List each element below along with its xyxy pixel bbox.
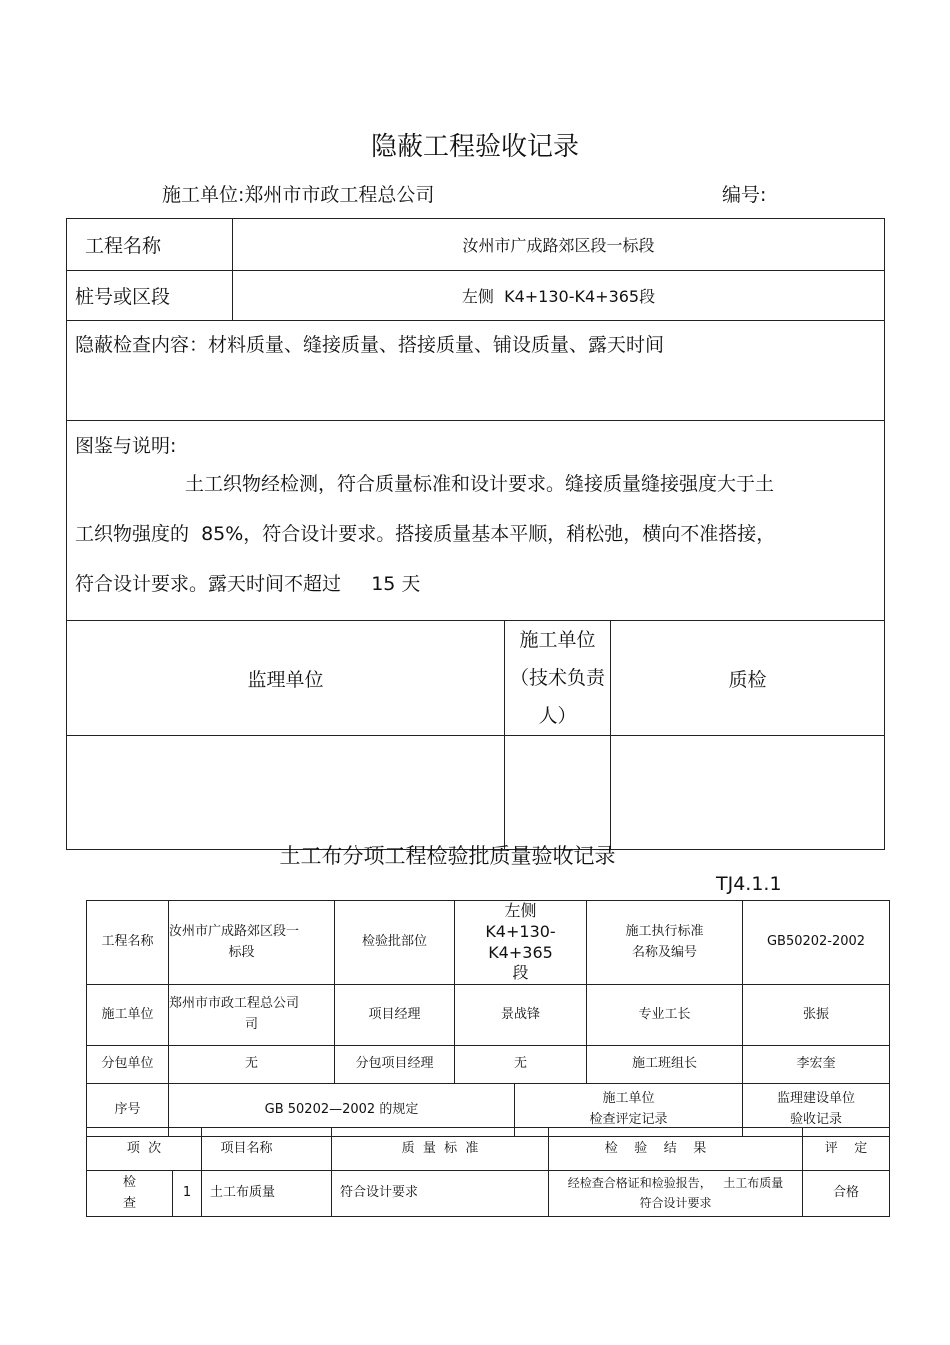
sign-qc-label: 质检 bbox=[611, 621, 885, 736]
construction-unit-header bbox=[162, 180, 434, 207]
row-number: 1 bbox=[173, 1171, 202, 1217]
table-row bbox=[67, 736, 885, 850]
unit-value-line-2: 司 bbox=[244, 1017, 258, 1033]
sub-pm-value: 无 bbox=[455, 1046, 587, 1084]
table-row bbox=[67, 421, 885, 621]
project-name-label: 工程名称 bbox=[67, 219, 233, 271]
pm-value: 景战锋 bbox=[455, 985, 587, 1046]
table-row bbox=[67, 621, 885, 736]
batch-title: 土工布分项工程检验批质量验收记录 bbox=[279, 844, 616, 868]
project-name-value bbox=[169, 901, 335, 985]
part-line-2: K4+130-K4+365 bbox=[485, 921, 556, 962]
drawing-description-cell bbox=[67, 421, 885, 621]
station-label: 桩号或区段 bbox=[67, 271, 233, 321]
project-name-label: 工程名称 bbox=[87, 901, 169, 985]
pm-label: 项目经理 bbox=[335, 985, 455, 1046]
drawing-label: 图鉴与说明: bbox=[75, 435, 177, 457]
table-row bbox=[87, 1171, 890, 1217]
inspection-items-table bbox=[86, 1127, 890, 1217]
unit-value: 郑州市市政工程总公司 bbox=[244, 184, 435, 206]
row-result bbox=[549, 1171, 803, 1217]
sign-qc-box bbox=[611, 736, 885, 850]
standard-value: GB50202-2002 bbox=[743, 901, 890, 985]
sign-construction-title: 施工单位 bbox=[519, 629, 596, 651]
sign-construction-sub: （技术负责人） bbox=[509, 667, 605, 727]
form-code: TJ4.1.1 bbox=[716, 873, 782, 895]
row-standard: 符合设计要求 bbox=[332, 1171, 549, 1217]
foreman-value: 张振 bbox=[743, 985, 890, 1046]
rule-label: GB 50202—2002 的规定 bbox=[169, 1084, 515, 1137]
standard-label-2: 名称及编号 bbox=[632, 944, 698, 960]
row-category bbox=[87, 1171, 173, 1217]
table-row bbox=[87, 1046, 890, 1084]
sub-unit-label: 分包单位 bbox=[87, 1046, 169, 1084]
col-name: 项目名称 bbox=[202, 1128, 332, 1171]
standard-label-1: 施工执行标准 bbox=[625, 923, 704, 939]
sign-supervision-label: 监理单位 bbox=[67, 621, 505, 736]
project-name-line-1: 汝州市广成路郊区段一 bbox=[169, 923, 300, 939]
number-label: 编号: bbox=[722, 184, 767, 206]
hidden-works-record-table bbox=[66, 218, 885, 850]
col-result: 检 验 结 果 bbox=[549, 1128, 803, 1171]
row-result-1: 经检查合格证和检验报告， 土工布质量 bbox=[567, 1176, 784, 1191]
drawing-line-1: 土工织物经检测，符合质量标准和设计要求。缝接质量缝接强度大于土 bbox=[185, 473, 775, 495]
sub-pm-label: 分包项目经理 bbox=[335, 1046, 455, 1084]
sign-supervision-box bbox=[67, 736, 505, 850]
table-row bbox=[87, 1128, 890, 1171]
unit-value-line-1: 郑州市市政工程总公司 bbox=[169, 996, 300, 1012]
accept-label-2: 验收记录 bbox=[790, 1112, 843, 1128]
drawing-line-2: 工织物强度的 85%，符合设计要求。搭接质量基本平顺，稍松弛，横向不准搭接， bbox=[75, 523, 776, 545]
standard-label bbox=[587, 901, 743, 985]
accept-label-1: 监理建设单位 bbox=[777, 1091, 856, 1107]
eval-label-1: 施工单位 bbox=[602, 1091, 655, 1107]
project-name-value: 汝州市广成路郊区段一标段 bbox=[233, 219, 885, 271]
part-line-3: 段 bbox=[512, 963, 529, 983]
part-value bbox=[455, 901, 587, 985]
eval-label-2: 检查评定记录 bbox=[589, 1112, 668, 1128]
foreman-label: 专业工长 bbox=[587, 985, 743, 1046]
part-line-1: 左侧 bbox=[504, 901, 537, 920]
page-title: 隐蔽工程验收记录 bbox=[370, 132, 579, 162]
unit-label: 施工单位 bbox=[87, 985, 169, 1046]
team-leader-value: 李宏奎 bbox=[743, 1046, 890, 1084]
row-item-name: 土工布质量 bbox=[202, 1171, 332, 1217]
col-standard: 质 量 标 准 bbox=[332, 1128, 549, 1171]
unit-label: 施工单位: bbox=[162, 184, 245, 206]
batch-info-table bbox=[86, 900, 890, 1137]
table-row bbox=[67, 219, 885, 271]
col-grade: 评 定 bbox=[803, 1128, 890, 1171]
table-row bbox=[67, 271, 885, 321]
unit-value bbox=[169, 985, 335, 1046]
row-grade: 合格 bbox=[803, 1171, 890, 1217]
row-category-2: 查 bbox=[122, 1195, 136, 1211]
station-value: 左侧 K4+130-K4+365段 bbox=[233, 271, 885, 321]
table-row bbox=[67, 321, 885, 421]
project-name-line-2: 标段 bbox=[228, 944, 255, 960]
team-leader-label: 施工班组长 bbox=[587, 1046, 743, 1084]
seq-label: 序号 bbox=[87, 1084, 169, 1137]
sub-unit-value: 无 bbox=[169, 1046, 335, 1084]
row-category-1: 检 bbox=[122, 1174, 136, 1190]
sign-construction-label bbox=[505, 621, 611, 736]
row-result-2: 符合设计要求 bbox=[639, 1195, 712, 1210]
drawing-line-3: 符合设计要求。露天时间不超过 15 天 bbox=[75, 573, 421, 595]
table-row bbox=[87, 901, 890, 985]
col-item: 项 次 bbox=[87, 1128, 202, 1171]
sign-construction-box bbox=[505, 736, 611, 850]
inspection-content: 隐蔽检查内容：材料质量、缝接质量、搭接质量、铺设质量、露天时间 bbox=[67, 321, 885, 421]
part-label: 检验批部位 bbox=[335, 901, 455, 985]
table-row bbox=[87, 985, 890, 1046]
